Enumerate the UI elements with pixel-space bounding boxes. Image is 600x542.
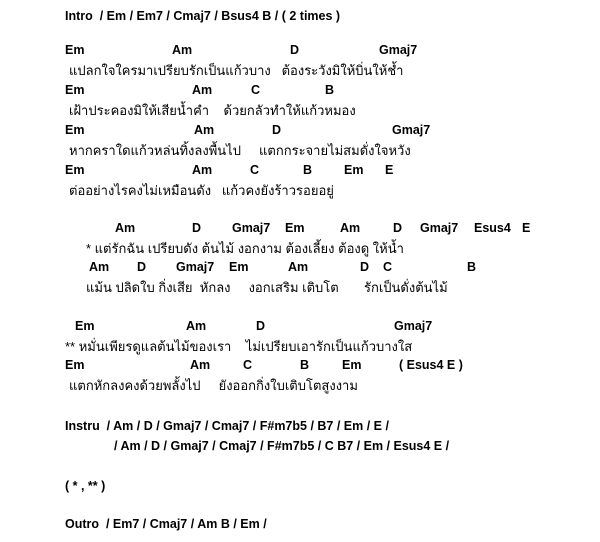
chord: Gmaj7 <box>232 221 271 235</box>
chord: Gmaj7 <box>379 43 418 57</box>
chord: Em <box>65 358 85 372</box>
chord: D <box>137 260 147 274</box>
chord: C <box>243 358 253 372</box>
chord: Em <box>65 163 85 177</box>
intro-line: Intro / Em / Em7 / Cmaj7 / Bsus4 B / ( 2 times ) <box>65 9 341 23</box>
chord: Gmaj7 <box>394 319 433 333</box>
chorus1-lyric-2: แม้น ปลิดใบ กิ่งเสีย หักลง งอกเสริม เติบโต รักเป็นดั่งต้นไม้ <box>86 280 448 295</box>
chord: Em <box>285 221 305 235</box>
verse1-lyric-4: ต่ออย่างไรคงไม่เหมือนดัง แก้วคงยังร้าวรอยอยู่ <box>69 183 334 198</box>
chord: Em <box>65 43 85 57</box>
chord: Am <box>186 319 207 333</box>
verse1-lyric-3: หากคราใดแก้วหล่นทิ้งลงพื้นไป แตกกระจายไม่สมดั่งใจหวัง <box>69 143 411 158</box>
chord: E <box>522 221 531 235</box>
chord: Gmaj7 <box>176 260 215 274</box>
chord: Am <box>192 83 213 97</box>
chord: Em <box>65 123 85 137</box>
chord: Em <box>75 319 95 333</box>
chord: Am <box>89 260 110 274</box>
chord: Gmaj7 <box>420 221 459 235</box>
chord: D <box>393 221 403 235</box>
chord: ( Esus4 E ) <box>399 358 463 372</box>
chord: Am <box>115 221 136 235</box>
chord: Am <box>340 221 361 235</box>
chord: D <box>192 221 202 235</box>
chord: Am <box>190 358 211 372</box>
chord: B <box>467 260 477 274</box>
chord: Esus4 <box>474 221 511 235</box>
chord: Am <box>172 43 193 57</box>
instrumental-line-1: Instru / Am / D / Gmaj7 / Cmaj7 / F#m7b5 / B7 / Em / E / <box>65 419 389 433</box>
chord: D <box>256 319 266 333</box>
chord: D <box>290 43 300 57</box>
chord: Em <box>65 83 85 97</box>
chord: D <box>272 123 282 137</box>
chord: Am <box>194 123 215 137</box>
chord: B <box>325 83 335 97</box>
chord: Em <box>229 260 249 274</box>
chord: Em <box>342 358 362 372</box>
chord: Am <box>288 260 309 274</box>
chord: B <box>303 163 313 177</box>
instrumental-line-2: / Am / D / Gmaj7 / Cmaj7 / F#m7b5 / C B7 / Em / Esus4 E / <box>114 439 450 453</box>
outro-line: Outro / Em7 / Cmaj7 / Am B / Em / <box>65 517 267 531</box>
chorus2-lyric-1: ** หมั่นเพียรดูแลต้นไม้ของเรา ไม่เปรียบเอารักเป็นแก้วบางใส <box>65 339 413 354</box>
chord: Am <box>192 163 213 177</box>
chord: C <box>383 260 393 274</box>
verse1-lyric-1: แปลกใจใครมาเปรียบรักเป็นแก้วบาง ต้องระวังมิให้บิ่นให้ช้ำ <box>69 63 404 78</box>
chord: Em <box>344 163 364 177</box>
chord: C <box>251 83 261 97</box>
chord: E <box>385 163 394 177</box>
chorus1-lyric-1: * แต่รักฉัน เปรียบดัง ต้นไม้ งอกงาม ต้องเลี้ยง ต้องดู ให้น้ำ <box>86 241 404 256</box>
chorus2-lyric-2: แตกหักลงคงด้วยพลั้งไป ยังออกกิ่งใบเติบโตสูงงาม <box>69 378 358 393</box>
chord: Gmaj7 <box>392 123 431 137</box>
repeat-marker: ( * , ** ) <box>65 479 106 493</box>
chord: C <box>250 163 260 177</box>
chord: D <box>360 260 370 274</box>
chord: B <box>300 358 310 372</box>
verse1-lyric-2: เฝ้าประคองมิให้เสียน้ำคำ ด้วยกลัวทำให้แก้วหมอง <box>69 103 356 118</box>
